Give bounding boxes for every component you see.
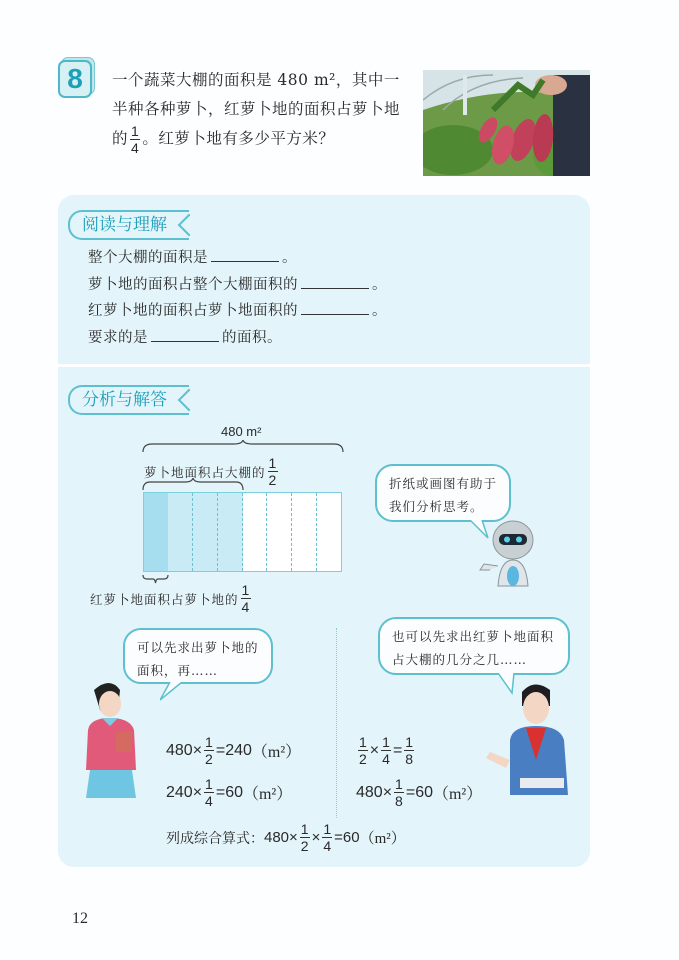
girl-speech-bubble: 可以先求出萝卜地的 面积，再…… (123, 628, 273, 684)
quarter-label: 红萝卜地面积占萝卜地的 $\frac{1}{4}$ (90, 582, 251, 615)
fraction: $\frac{1}{4}$ (241, 582, 251, 615)
problem-number-badge: 8 (58, 60, 92, 98)
fraction: $\frac{1}{4}$ (131, 123, 140, 156)
read-line: 整个大棚的面积是 。 (88, 250, 297, 266)
answer-blank[interactable] (301, 276, 369, 289)
page-number: 12 (72, 910, 88, 927)
problem-line-3: 的 $\frac{1}{4}$ 。红萝卜地有多少平方米？ (112, 123, 335, 156)
method1-step2: 240× $\frac{1}{4}$ =60 （m²） (166, 776, 293, 809)
read-line: 红萝卜地的面积占萝卜地面积的 。 (88, 303, 387, 319)
total-area-label: 480 m² (221, 424, 262, 439)
read-section-title: 阅读与理解 (68, 210, 189, 240)
method2-step2: 480× $\frac{1}{8}$ =60 （m²） (356, 776, 483, 809)
total-brace-icon (142, 440, 344, 454)
combined-formula: 列成综合算式： 480× $\frac{1}{2}$ × $\frac{1}{4}$ =60 （m²） (166, 821, 406, 854)
radish-segment (193, 493, 218, 571)
read-line: 要求的是 的面积。 (88, 329, 282, 346)
fraction: $\frac{1}{2}$ (268, 455, 278, 488)
analysis-section-title: 分析与解答 (68, 385, 189, 415)
method2-step1: $\frac{1}{2}$ × $\frac{1}{4}$ = $\frac{1}{8}$ (359, 734, 414, 767)
problem-line-2: 半种各种萝卜，红萝卜地的面积占萝卜地 (112, 100, 401, 118)
method1-step1: 480× $\frac{1}{2}$ =240 （m²） (166, 734, 302, 767)
empty-segment (292, 493, 317, 571)
answer-blank[interactable] (211, 249, 279, 262)
section-divider (58, 364, 590, 367)
boy-speech-bubble: 也可以先求出红萝卜地面积 占大棚的几分之几…… (378, 617, 570, 675)
fraction-bar-diagram (143, 492, 342, 572)
boy-illustration-icon (480, 680, 580, 810)
answer-blank[interactable] (151, 329, 219, 342)
problem-statement (112, 66, 412, 155)
read-line: 萝卜地的面积占整个大棚面积的 。 (88, 276, 387, 293)
problem-line-1: 一个蔬菜大棚的面积是 480 m²，其中一 (112, 71, 400, 89)
bubble-tail-icon (160, 682, 190, 702)
robot-icon (478, 518, 540, 588)
read-section-lines (88, 245, 387, 351)
half-label: 萝卜地面积占大棚的 $\frac{1}{2}$ (144, 455, 278, 488)
half-brace-icon (142, 478, 244, 492)
girl-illustration-icon (80, 680, 144, 805)
answer-blank[interactable] (301, 302, 369, 315)
empty-segment (243, 493, 268, 571)
radish-segment (168, 493, 193, 571)
radish-segment (218, 493, 243, 571)
robot-speech-bubble: 折纸或画图有助于 我们分析思考。 (375, 464, 511, 522)
empty-segment (267, 493, 292, 571)
method-separator (336, 628, 337, 818)
radish-photo (423, 70, 590, 176)
red-radish-segment (144, 493, 168, 571)
empty-segment (317, 493, 341, 571)
